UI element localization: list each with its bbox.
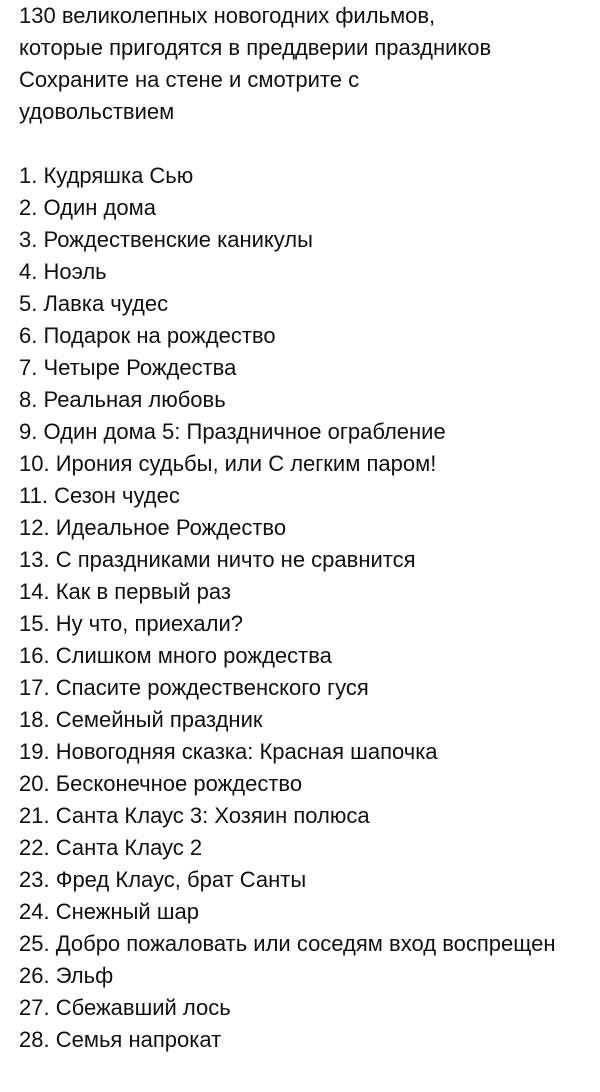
list-item-number: 28. xyxy=(19,1027,50,1052)
list-item xyxy=(19,416,589,448)
list-item-number: 9. xyxy=(19,419,38,444)
movie-title: Рождественские каникулы xyxy=(43,227,313,252)
list-item-number: 10. xyxy=(19,451,50,476)
list-item xyxy=(19,704,589,736)
movie-title: Идеальное Рождество xyxy=(55,515,287,540)
movie-title: Слишком много рождества xyxy=(55,643,332,668)
movie-title: Ну что, приехали? xyxy=(55,611,244,636)
list-item xyxy=(19,480,589,512)
list-item-number: 24. xyxy=(19,899,50,924)
movie-title: Фред Клаус, брат Санты xyxy=(55,867,307,892)
movie-title: Санта Клаус 2 xyxy=(55,835,203,860)
intro-line: Сохраните на стене и смотрите с xyxy=(19,67,360,92)
post-intro xyxy=(19,0,589,128)
movie-title: Спасите рождественского гуся xyxy=(55,675,369,700)
list-item-number: 20. xyxy=(19,771,50,796)
list-item xyxy=(19,608,589,640)
movie-title: Санта Клаус 3: Хозяин полюса xyxy=(55,803,370,828)
movie-title: Сбежавший лось xyxy=(55,995,231,1020)
list-item-number: 17. xyxy=(19,675,50,700)
intro-line: 130 великолепных новогодних фильмов, xyxy=(19,3,436,28)
list-item xyxy=(19,864,589,896)
list-item xyxy=(19,928,589,960)
movie-title: Бесконечное рождество xyxy=(55,771,303,796)
list-item xyxy=(19,896,589,928)
list-item xyxy=(19,256,589,288)
list-item xyxy=(19,352,589,384)
movie-title: Сезон чудес xyxy=(54,483,180,508)
movie-title: Новогодняя сказка: Красная шапочка xyxy=(55,739,438,764)
list-item xyxy=(19,224,589,256)
movie-title: Как в первый раз xyxy=(55,579,231,604)
movie-title: Эльф xyxy=(55,963,114,988)
list-item xyxy=(19,320,589,352)
movie-title: Кудряшка Сью xyxy=(43,163,194,188)
list-item xyxy=(19,992,589,1024)
list-item xyxy=(19,640,589,672)
movie-title: Ирония судьбы, или С легким паром! xyxy=(55,451,437,476)
list-item xyxy=(19,544,589,576)
list-item xyxy=(19,768,589,800)
list-item-number: 12. xyxy=(19,515,50,540)
movie-title: Ноэль xyxy=(43,259,107,284)
intro-line: удовольствием xyxy=(19,99,175,124)
intro-line: которые пригодятся в преддверии праздников xyxy=(19,35,492,60)
list-item-number: 27. xyxy=(19,995,50,1020)
movie-title: Один дома 5: Праздничное ограбление xyxy=(43,419,446,444)
movie-title: Подарок на рождество xyxy=(43,323,276,348)
list-item-number: 11. xyxy=(19,483,48,508)
list-item xyxy=(19,192,589,224)
list-item-number: 8. xyxy=(19,387,38,412)
movie-title: С праздниками ничто не сравнится xyxy=(55,547,416,572)
list-item xyxy=(19,960,589,992)
list-item-number: 4. xyxy=(19,259,38,284)
list-item xyxy=(19,736,589,768)
list-item xyxy=(19,512,589,544)
list-item-number: 1. xyxy=(19,163,38,188)
list-item-number: 15. xyxy=(19,611,50,636)
list-item xyxy=(19,384,589,416)
movie-title: Четыре Рождества xyxy=(43,355,237,380)
list-item-number: 25. xyxy=(19,931,50,956)
list-item xyxy=(19,160,589,192)
movie-list xyxy=(19,160,589,1056)
list-item xyxy=(19,832,589,864)
list-item xyxy=(19,576,589,608)
list-item-number: 19. xyxy=(19,739,50,764)
movie-title: Лавка чудес xyxy=(43,291,169,316)
movie-title: Снежный шар xyxy=(55,899,199,924)
post-text xyxy=(19,0,589,1056)
list-item xyxy=(19,288,589,320)
list-item xyxy=(19,800,589,832)
list-item-number: 21. xyxy=(19,803,50,828)
list-item xyxy=(19,1024,589,1056)
list-item-number: 7. xyxy=(19,355,38,380)
list-item-number: 5. xyxy=(19,291,38,316)
movie-title: Реальная любовь xyxy=(43,387,226,412)
blank-line xyxy=(19,128,589,160)
list-item-number: 14. xyxy=(19,579,50,604)
list-item-number: 22. xyxy=(19,835,50,860)
list-item xyxy=(19,672,589,704)
list-item-number: 3. xyxy=(19,227,38,252)
list-item xyxy=(19,448,589,480)
list-item-number: 18. xyxy=(19,707,50,732)
list-item-number: 23. xyxy=(19,867,50,892)
list-item-number: 16. xyxy=(19,643,50,668)
list-item-number: 6. xyxy=(19,323,38,348)
list-item-number: 13. xyxy=(19,547,50,572)
movie-title: Семейный праздник xyxy=(55,707,263,732)
movie-title: Один дома xyxy=(43,195,156,220)
movie-title: Добро пожаловать или соседям вход воспрещен xyxy=(55,931,556,956)
list-item-number: 2. xyxy=(19,195,38,220)
movie-title: Семья напрокат xyxy=(55,1027,222,1052)
list-item-number: 26. xyxy=(19,963,50,988)
